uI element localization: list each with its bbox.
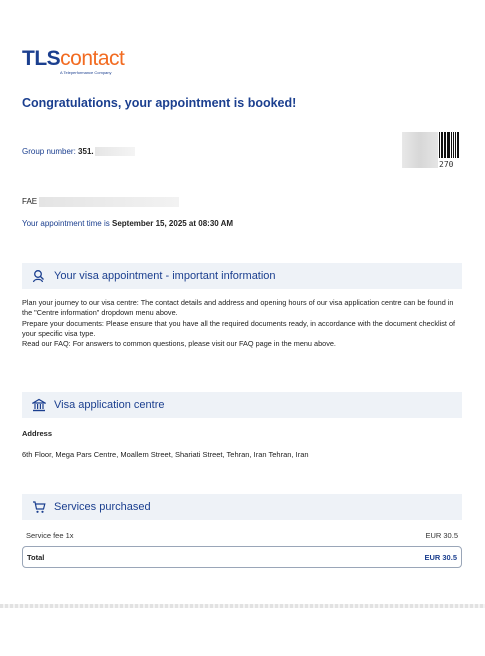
redacted-name bbox=[39, 197, 179, 207]
address-label: Address bbox=[22, 429, 53, 438]
info-line-documents: Prepare your documents: Please ensure that you have all the required documents ready, in accordance with the document checklist of your specific visa type. bbox=[22, 318, 456, 338]
redacted-group-number bbox=[95, 147, 135, 156]
section-visa-centre-title: Visa application centre bbox=[54, 399, 165, 411]
total-amount: EUR 30.5 bbox=[424, 552, 457, 562]
bank-building-icon bbox=[32, 398, 46, 412]
section-visa-centre bbox=[22, 392, 462, 418]
barcode-number: 270 bbox=[439, 160, 454, 169]
service-fee-amount: EUR 30.5 bbox=[425, 531, 458, 540]
section-services bbox=[22, 494, 462, 520]
section-visa-info bbox=[22, 263, 462, 289]
page-divider bbox=[0, 604, 485, 608]
logo-tls: TLS bbox=[22, 47, 61, 70]
group-number-value: 351. bbox=[78, 147, 94, 156]
page-title: Congratulations, your appointment is booked! bbox=[22, 96, 297, 110]
section-services-title: Services purchased bbox=[54, 501, 151, 513]
info-line-journey: Plan your journey to our visa centre: The contact details and address and opening hours of our visa application centre can be found in the "Centre information" dropdown menu above. bbox=[22, 298, 454, 318]
visa-info-text bbox=[22, 298, 462, 349]
applicant-name bbox=[22, 197, 179, 207]
redacted-barcode bbox=[402, 132, 438, 168]
address-value: 6th Floor, Mega Pars Centre, Moallem Street, Shariati Street, Tehran, Iran Tehran, Iran bbox=[22, 450, 309, 459]
group-number-label: Group number: bbox=[22, 147, 76, 156]
logo-wordmark bbox=[22, 48, 124, 69]
total-row bbox=[22, 546, 462, 568]
total-label: Total bbox=[27, 552, 45, 562]
logo-contact: contact bbox=[60, 47, 125, 70]
barcode-bars bbox=[439, 132, 459, 158]
service-fee-label: Service fee 1x bbox=[26, 531, 74, 540]
tlscontact-logo bbox=[22, 47, 125, 75]
appointment-time bbox=[22, 219, 233, 228]
barcode bbox=[402, 132, 460, 174]
applicant-name-visible: FAE bbox=[22, 197, 38, 207]
logo-tagline: A Teleperformance Company bbox=[60, 70, 112, 75]
info-line-faq: Read our FAQ: For answers to common questions, please visit our FAQ page in the menu above. bbox=[22, 339, 336, 349]
shopping-cart-icon bbox=[32, 500, 46, 514]
appointment-time-value: September 15, 2025 at 08:30 AM bbox=[112, 219, 234, 228]
user-icon bbox=[32, 269, 46, 283]
appointment-time-label: Your appointment time is bbox=[22, 219, 110, 228]
section-visa-info-title: Your visa appointment - important information bbox=[54, 270, 276, 282]
group-number bbox=[22, 147, 135, 156]
service-fee-row bbox=[22, 531, 462, 540]
